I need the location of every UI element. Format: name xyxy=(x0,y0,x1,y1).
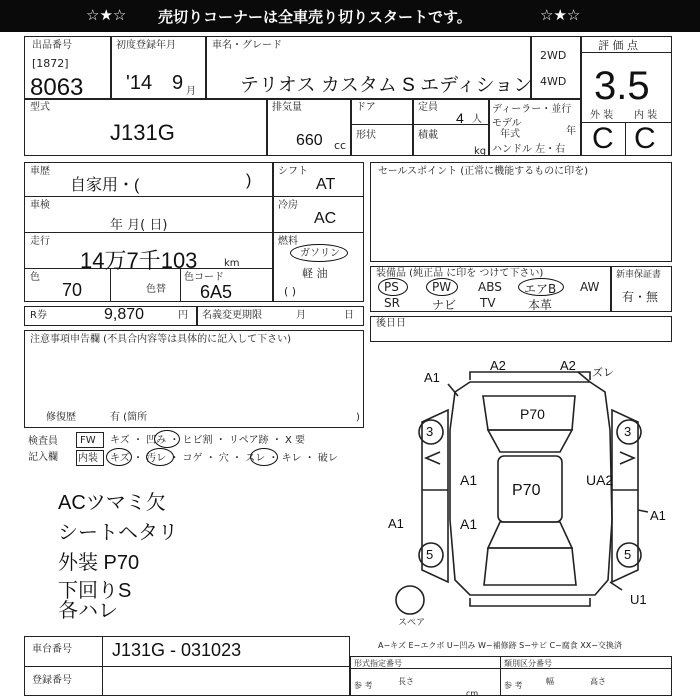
ext-grade: C xyxy=(592,122,614,155)
color-code-value: 6A5 xyxy=(200,282,233,302)
tax-label: 名義変更期限 xyxy=(202,310,262,321)
mileage-label: 走行 xyxy=(30,236,50,247)
new-warranty-value: 有・無 xyxy=(622,290,659,304)
history-value: 自家用・( xyxy=(70,177,140,194)
mark-p70-hood: P70 xyxy=(520,406,545,422)
equip-airbag: エアB xyxy=(524,282,557,296)
load-label: 積載 xyxy=(418,130,438,141)
model-value: J131G xyxy=(110,120,175,145)
note-3: 外装 P70 xyxy=(58,552,140,574)
note-2: シートヘタリ xyxy=(58,522,178,544)
drive-4wd: 4WD xyxy=(540,75,567,88)
door-label: ドア xyxy=(356,102,376,113)
repair-value: 有 (箇所 xyxy=(110,412,148,423)
note-1: ACツマミ欠 xyxy=(58,492,166,514)
shift-label: シフト xyxy=(278,166,308,177)
mark-ua2-right: UA2 xyxy=(586,472,614,488)
banner-stars-right: ☆★☆ xyxy=(540,6,581,24)
spec-ref-label: 参 考 xyxy=(354,681,373,690)
registration-label: 登録番号 xyxy=(32,675,72,686)
month-unit: 月 xyxy=(186,86,196,97)
inspector-int-label: 内装 xyxy=(78,453,98,464)
year-unit: 年 xyxy=(566,126,576,137)
handle-label: ハンドル 左・右 xyxy=(492,144,566,155)
mark-a2-front-right: A2 xyxy=(560,358,576,373)
inspector-label2: 記入欄 xyxy=(28,452,58,463)
equip-tv: TV xyxy=(480,296,496,310)
car-name-label: 車名・グレード xyxy=(212,40,282,51)
inspector-row2: キズ ・ 汚レ ・ コゲ ・ 穴 ・ スレ ・ キレ ・ 破レ xyxy=(110,453,338,464)
int-grade: C xyxy=(634,122,656,155)
model-year-label2: 年式 xyxy=(500,129,520,140)
recycle-unit: 円 xyxy=(178,310,188,321)
fuel-gas: ガソリン xyxy=(300,248,340,259)
capacity-label: 定員 xyxy=(418,102,438,113)
shift-value: AT xyxy=(316,176,336,193)
first-reg-month: 9 xyxy=(172,72,184,94)
color-change-label: 色替 xyxy=(146,284,166,295)
note-5: 各ハレ xyxy=(58,600,118,622)
equip-aw: AW xyxy=(580,280,600,294)
capacity-unit: 人 xyxy=(472,114,482,125)
banner-title: 売切りコーナーは全車売り切りスタートです。 xyxy=(158,8,472,26)
mark-circle-3-right: 3 xyxy=(624,424,632,439)
spec-length-unit: cm xyxy=(466,689,479,698)
mark-circle-5-left: 5 xyxy=(426,547,434,562)
lot-sub: [1872] xyxy=(32,57,69,70)
tax-month: 月 xyxy=(296,310,306,321)
history-close: ) xyxy=(246,172,252,189)
lot-label: 出品番号 xyxy=(32,40,72,51)
spec-height-label: 高さ xyxy=(590,677,606,686)
mark-a2-front-center: A2 xyxy=(490,358,506,373)
mark-p70-roof: P70 xyxy=(512,482,541,499)
rating-score: 3.5 xyxy=(594,64,650,108)
ac-value: AC xyxy=(314,210,337,227)
note-4: 下回りS xyxy=(58,580,132,602)
tax-day: 日 xyxy=(344,310,354,321)
ext-label: 外 装 xyxy=(590,110,614,121)
repair-close: ) xyxy=(356,412,360,423)
spec-class-label: 類別区分番号 xyxy=(504,659,552,668)
recycle-value: 9,870 xyxy=(104,306,145,323)
first-reg-label: 初度登録年月 xyxy=(116,40,176,51)
mark-a1-front-left: A1 xyxy=(424,370,440,385)
history-label: 車歴 xyxy=(30,166,50,177)
mark-circle-3-left: 3 xyxy=(426,424,434,439)
repair-label: 修復歴 xyxy=(46,412,76,423)
inspection-text: 年 月( 日) xyxy=(110,218,168,233)
mark-zure: ズレ xyxy=(592,367,614,379)
equip-pw: PW xyxy=(432,280,452,294)
equip-ps: PS xyxy=(384,280,399,294)
displacement-value: 660 xyxy=(296,132,323,149)
inspection-label: 車検 xyxy=(30,200,50,211)
mark-circle-5-right: 5 xyxy=(624,547,632,562)
spec-type-label: 形式指定番号 xyxy=(354,659,402,668)
color-value: 70 xyxy=(62,280,83,300)
color-code-label: 色コード xyxy=(184,272,224,283)
spec-ref-label-2: 参 考 xyxy=(504,681,523,690)
recycle-label: R券 xyxy=(30,310,47,321)
chassis-label: 車台番号 xyxy=(32,644,72,655)
equip-sr: SR xyxy=(384,296,400,310)
drive-2wd: 2WD xyxy=(540,49,567,62)
banner-stars-left: ☆★☆ xyxy=(86,6,127,24)
int-label: 内 装 xyxy=(634,110,658,121)
chassis-value: J131G - 031023 xyxy=(112,640,242,660)
mileage-value: 14万7千103 xyxy=(80,248,198,273)
mark-u1-rear: U1 xyxy=(630,592,647,607)
equip-leather: 本革 xyxy=(528,298,553,312)
equip-abs: ABS xyxy=(478,280,502,294)
mileage-unit: km xyxy=(224,258,240,269)
color-label: 色 xyxy=(30,272,40,283)
lot-number: 8063 xyxy=(30,74,84,101)
mark-a1-left-rear: A1 xyxy=(460,516,478,532)
load-unit: kg xyxy=(474,146,487,157)
capacity-value: 4 xyxy=(456,110,464,126)
mark-a1-left-door: A1 xyxy=(460,472,478,488)
fuel-label: 燃料 xyxy=(278,236,298,247)
mark-a1-right: A1 xyxy=(650,508,666,523)
fuel-diesel: 軽 油 xyxy=(302,267,328,280)
model-year-label: モデル xyxy=(492,118,522,129)
mark-a1-left: A1 xyxy=(388,516,404,531)
inspector-row1: キズ ・ 凹み ・ ヒビ割 ・ リペア跡 ・ X 要 xyxy=(110,435,306,446)
spec-length-label: 長さ xyxy=(398,677,414,686)
fuel-other: ( ) xyxy=(284,285,297,298)
spec-width-label: 幅 xyxy=(546,677,554,686)
shape-label: 形状 xyxy=(356,130,376,141)
equipment-label: 装備品 (純正品 に印を つけて下さい) xyxy=(376,268,544,279)
dealer-label: ディーラー・並行 xyxy=(492,104,572,115)
spare-label: スペア xyxy=(398,618,426,628)
selling-label: セールスポイント (正常に機能するものに印を) xyxy=(378,166,589,177)
inspector-label1: 検査員 xyxy=(28,436,58,447)
first-reg-year: '14 xyxy=(126,72,153,94)
damage-legend: A−キズ E−エクボ U−凹み W−補修跡 S−サビ C−腐食 XX−交換済 xyxy=(378,641,622,650)
fw-label: FW xyxy=(80,435,96,446)
model-label: 型式 xyxy=(30,102,50,113)
rating-label: 評 価 点 xyxy=(598,39,638,52)
displacement-unit: cc xyxy=(334,139,347,152)
ac-label: 冷房 xyxy=(278,200,298,211)
new-warranty-label: 新車保証書 xyxy=(616,270,662,280)
car-name: テリオス カスタム S エディション xyxy=(240,75,533,96)
later-label: 後日日 xyxy=(376,318,406,329)
displacement-label: 排気量 xyxy=(272,102,302,113)
notes-label: 注意事項申告欄 (不具合内容等は具体的に記入して下さい) xyxy=(30,334,291,345)
equip-navi: ナビ xyxy=(432,298,457,312)
